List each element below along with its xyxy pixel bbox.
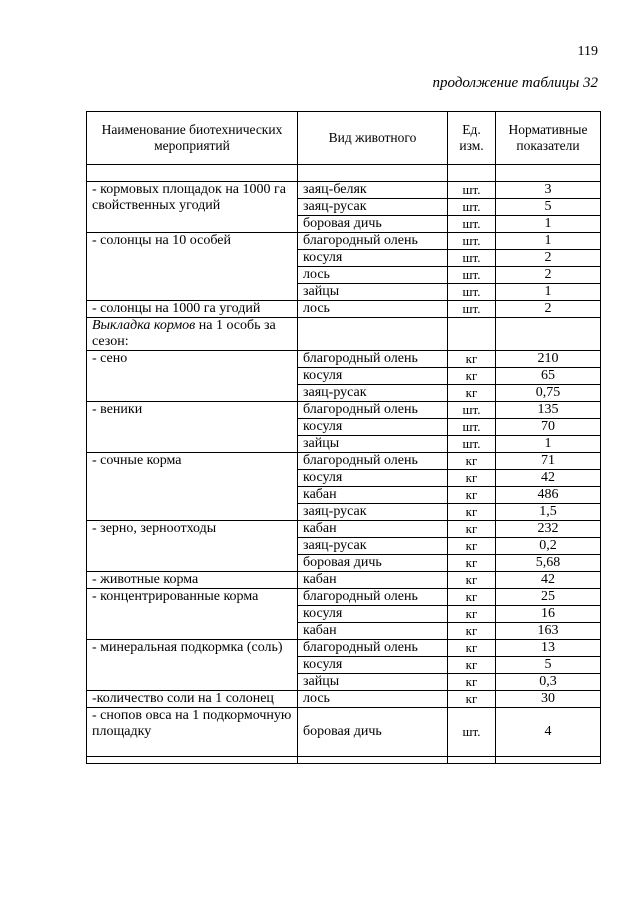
animal-cell: косуля [298, 368, 448, 385]
norm-value-cell: 5 [496, 657, 601, 674]
animal-cell: благородный олень [298, 589, 448, 606]
norm-value-cell: 5,68 [496, 555, 601, 572]
measure-cell: -количество соли на 1 солонец [87, 691, 298, 708]
table-spacer-row [87, 165, 601, 182]
unit-cell: кг [448, 572, 496, 589]
unit-cell: кг [448, 691, 496, 708]
animal-cell: благородный олень [298, 233, 448, 250]
animal-cell: заяц-русак [298, 504, 448, 521]
animal-cell: зайцы [298, 436, 448, 453]
measure-cell: - солонцы на 10 особей [87, 233, 298, 301]
table-row [87, 572, 601, 589]
animal-cell: боровая дичь [298, 708, 448, 757]
animal-cell: косуля [298, 250, 448, 267]
table-row [87, 351, 601, 368]
unit-cell: шт. [448, 402, 496, 419]
norm-value-cell: 163 [496, 623, 601, 640]
table-row [87, 453, 601, 470]
animal-cell: заяц-русак [298, 385, 448, 402]
norm-value-cell: 70 [496, 419, 601, 436]
norm-value-cell: 30 [496, 691, 601, 708]
animal-cell: боровая дичь [298, 216, 448, 233]
norm-value-cell: 0,3 [496, 674, 601, 691]
unit-cell: шт. [448, 182, 496, 199]
animal-cell: заяц-русак [298, 199, 448, 216]
norm-value-cell: 1 [496, 216, 601, 233]
unit-cell: кг [448, 470, 496, 487]
norm-value-cell: 0,2 [496, 538, 601, 555]
unit-cell: кг [448, 368, 496, 385]
norm-value-cell: 1,5 [496, 504, 601, 521]
animal-cell: боровая дичь [298, 555, 448, 572]
measure-cell: - кормовых площадок на 1000 га свойственных угодий [87, 182, 298, 233]
animal-cell: зайцы [298, 674, 448, 691]
measure-cell: - снопов овса на 1 подкормочную площадку [87, 708, 298, 757]
table-row [87, 640, 601, 657]
table-row [87, 691, 601, 708]
norms-table [86, 111, 601, 764]
unit-cell: кг [448, 606, 496, 623]
animal-cell [298, 318, 448, 351]
unit-cell: кг [448, 538, 496, 555]
table-row [87, 233, 601, 250]
animal-cell: лось [298, 267, 448, 284]
measure-cell: - зерно, зерноотходы [87, 521, 298, 572]
animal-cell: благородный олень [298, 351, 448, 368]
table-row [87, 301, 601, 318]
table-body [87, 165, 601, 764]
table-row [87, 589, 601, 606]
unit-cell: кг [448, 640, 496, 657]
norm-value-cell: 65 [496, 368, 601, 385]
table-row [87, 402, 601, 419]
unit-cell: шт. [448, 301, 496, 318]
norm-value-cell: 3 [496, 182, 601, 199]
animal-cell: благородный олень [298, 402, 448, 419]
norm-value-cell [496, 318, 601, 351]
animal-cell: косуля [298, 419, 448, 436]
animal-cell: заяц-русак [298, 538, 448, 555]
norm-value-cell: 25 [496, 589, 601, 606]
measure-cell: - концентрированные корма [87, 589, 298, 640]
unit-cell: кг [448, 521, 496, 538]
animal-cell: заяц-беляк [298, 182, 448, 199]
norm-value-cell: 232 [496, 521, 601, 538]
norm-value-cell: 210 [496, 351, 601, 368]
animal-cell: лось [298, 301, 448, 318]
unit-cell: кг [448, 674, 496, 691]
unit-cell: шт. [448, 199, 496, 216]
norm-value-cell: 13 [496, 640, 601, 657]
unit-cell: шт. [448, 419, 496, 436]
animal-cell: благородный олень [298, 453, 448, 470]
norm-value-cell: 2 [496, 267, 601, 284]
section-heading-cell [87, 318, 298, 351]
unit-cell: кг [448, 555, 496, 572]
animal-cell: благородный олень [298, 640, 448, 657]
unit-cell: кг [448, 487, 496, 504]
animal-cell: косуля [298, 606, 448, 623]
measure-cell: - животные корма [87, 572, 298, 589]
norm-value-cell: 4 [496, 708, 601, 757]
measure-cell: - минеральная подкормка (соль) [87, 640, 298, 691]
unit-cell: кг [448, 589, 496, 606]
measure-cell: - веники [87, 402, 298, 453]
norm-value-cell: 2 [496, 250, 601, 267]
unit-cell: кг [448, 623, 496, 640]
norm-value-cell: 135 [496, 402, 601, 419]
unit-cell: шт. [448, 708, 496, 757]
unit-cell: кг [448, 385, 496, 402]
page-number: 119 [577, 44, 598, 59]
animal-cell: косуля [298, 470, 448, 487]
animal-cell: кабан [298, 521, 448, 538]
animal-cell: кабан [298, 572, 448, 589]
header-unit: Ед. изм. [448, 112, 496, 165]
unit-cell: шт. [448, 267, 496, 284]
norm-value-cell: 16 [496, 606, 601, 623]
table-row [87, 182, 601, 199]
norm-value-cell: 42 [496, 572, 601, 589]
norm-value-cell: 1 [496, 436, 601, 453]
animal-cell: косуля [298, 657, 448, 674]
table-continuation-label: продолжение таблицы 32 [432, 75, 598, 91]
unit-cell: кг [448, 657, 496, 674]
unit-cell [448, 318, 496, 351]
unit-cell: кг [448, 453, 496, 470]
section-row [87, 318, 601, 351]
header-norms: Нормативные показатели [496, 112, 601, 165]
norm-value-cell: 1 [496, 284, 601, 301]
table-row [87, 521, 601, 538]
norm-value-cell: 2 [496, 301, 601, 318]
section-heading-italic: Выкладка кормов [92, 318, 196, 333]
unit-cell: кг [448, 351, 496, 368]
measure-cell: - сочные корма [87, 453, 298, 521]
measure-cell: - солонцы на 1000 га угодий [87, 301, 298, 318]
section-heading-rest: на 1 особь за сезон: [92, 318, 276, 349]
norm-value-cell: 0,75 [496, 385, 601, 402]
norm-value-cell: 5 [496, 199, 601, 216]
measure-cell: - сено [87, 351, 298, 402]
norm-value-cell: 1 [496, 233, 601, 250]
unit-cell: шт. [448, 436, 496, 453]
table-header-row [87, 112, 601, 165]
header-measures: Наименование биотехнических мероприятий [87, 112, 298, 165]
animal-cell: лось [298, 691, 448, 708]
table-spacer-row [87, 757, 601, 764]
table-row [87, 708, 601, 757]
norm-value-cell: 42 [496, 470, 601, 487]
norm-value-cell: 486 [496, 487, 601, 504]
header-animal: Вид животного [298, 112, 448, 165]
norm-value-cell: 71 [496, 453, 601, 470]
unit-cell: кг [448, 504, 496, 521]
unit-cell: шт. [448, 284, 496, 301]
unit-cell: шт. [448, 216, 496, 233]
unit-cell: шт. [448, 233, 496, 250]
unit-cell: шт. [448, 250, 496, 267]
animal-cell: кабан [298, 487, 448, 504]
animal-cell: кабан [298, 623, 448, 640]
animal-cell: зайцы [298, 284, 448, 301]
